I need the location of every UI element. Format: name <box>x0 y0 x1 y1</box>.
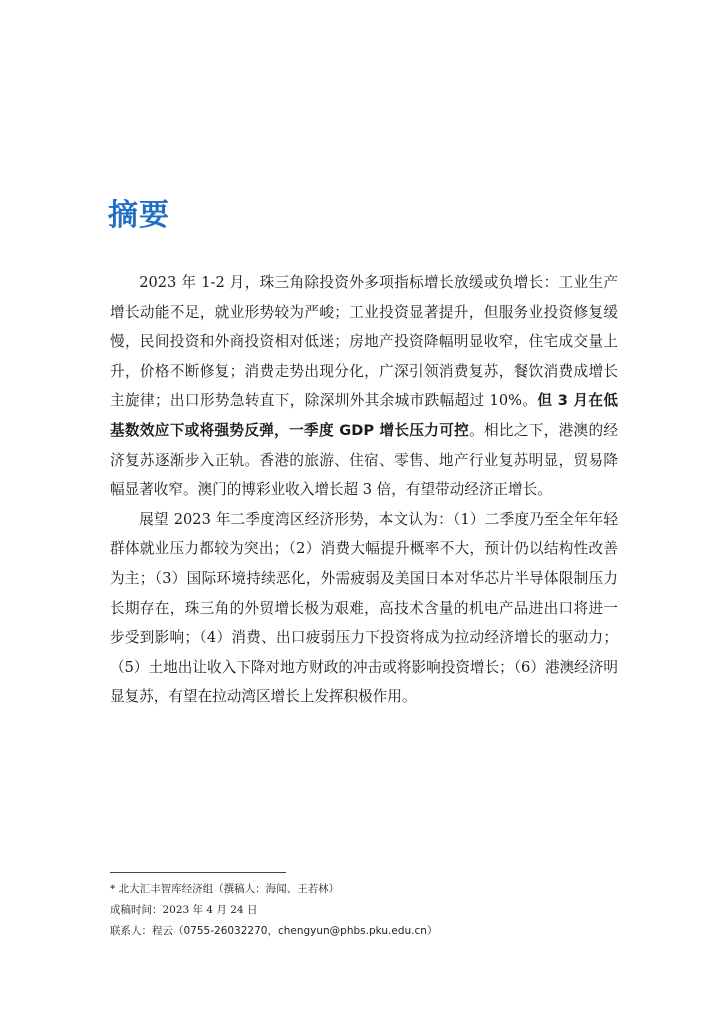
paragraph-1-text-a: 2023 年 1-2 月，珠三角除投资外多项指标增长放缓或负增长：工业生产增长动能不足，就业形势较为严峻；工业投资显著提升，但服务业投资修复缓慢，民间投资和外商投资相对低迷；房地产投资降幅明显收窄，住宅成交量上升，价格不断修复；消费走势出现分化，广深引领消费复苏，餐饮消费成增长主旋律；出口形势急转直下，除深圳外其余城市跌幅超过 10%。 <box>110 274 618 410</box>
footnote-date: 成稿时间：2023 年 4 月 24 日 <box>110 904 258 916</box>
summary-paragraph-2: 展望 2023 年二季度湾区经济形势，本文认为：（1）二季度乃至全年年轻群体就业压力都较为突出；（2）消费大幅提升概率不大，预计仍以结构性改善为主；（3）国际环境持续恶化，外需疲弱及美国日本对华芯片半导体限制压力长期存在，珠三角的外贸增长极为艰难，高技术含量的机电产品进出口将进一步受到影响；（4）消费、出口疲弱压力下投资将成为拉动经济增长的驱动力；（5）土地出让收入下降对地方财政的冲击或将影响投资增长；（6）港澳经济明显复苏，有望在拉动湾区增长上发挥积极作用。 <box>110 510 618 706</box>
summary-paragraph-1 <box>110 268 618 505</box>
paragraph-1-bold-text: 但 3 月在低基数效应下或将强势反弹，一季度 GDP 增长压力可控 <box>110 392 618 439</box>
contact-suffix: ） <box>426 925 438 937</box>
footnote-contact <box>110 921 618 942</box>
contact-prefix: 联系人：程云（ <box>110 925 184 937</box>
paragraph-1-text-b: 。相比之下，港澳的经济复苏逐渐步入正轨。香港的旅游、住宿、零售、地产行业复苏明显，贸易降幅显著收窄。澳门的博彩业收入增长超 3 倍，有望带动经济正增长。 <box>110 421 618 499</box>
footnotes <box>110 879 618 942</box>
summary-body <box>110 268 618 712</box>
footnote-divider <box>110 872 286 873</box>
contact-phone-email[interactable]: 0755-26032270，chengyun@phbs.pku.edu.cn <box>183 925 427 937</box>
page-heading: 摘要 <box>108 198 170 233</box>
footnote-author: * 北大汇丰智库经济组（撰稿人：海闻、王若林） <box>110 883 340 895</box>
